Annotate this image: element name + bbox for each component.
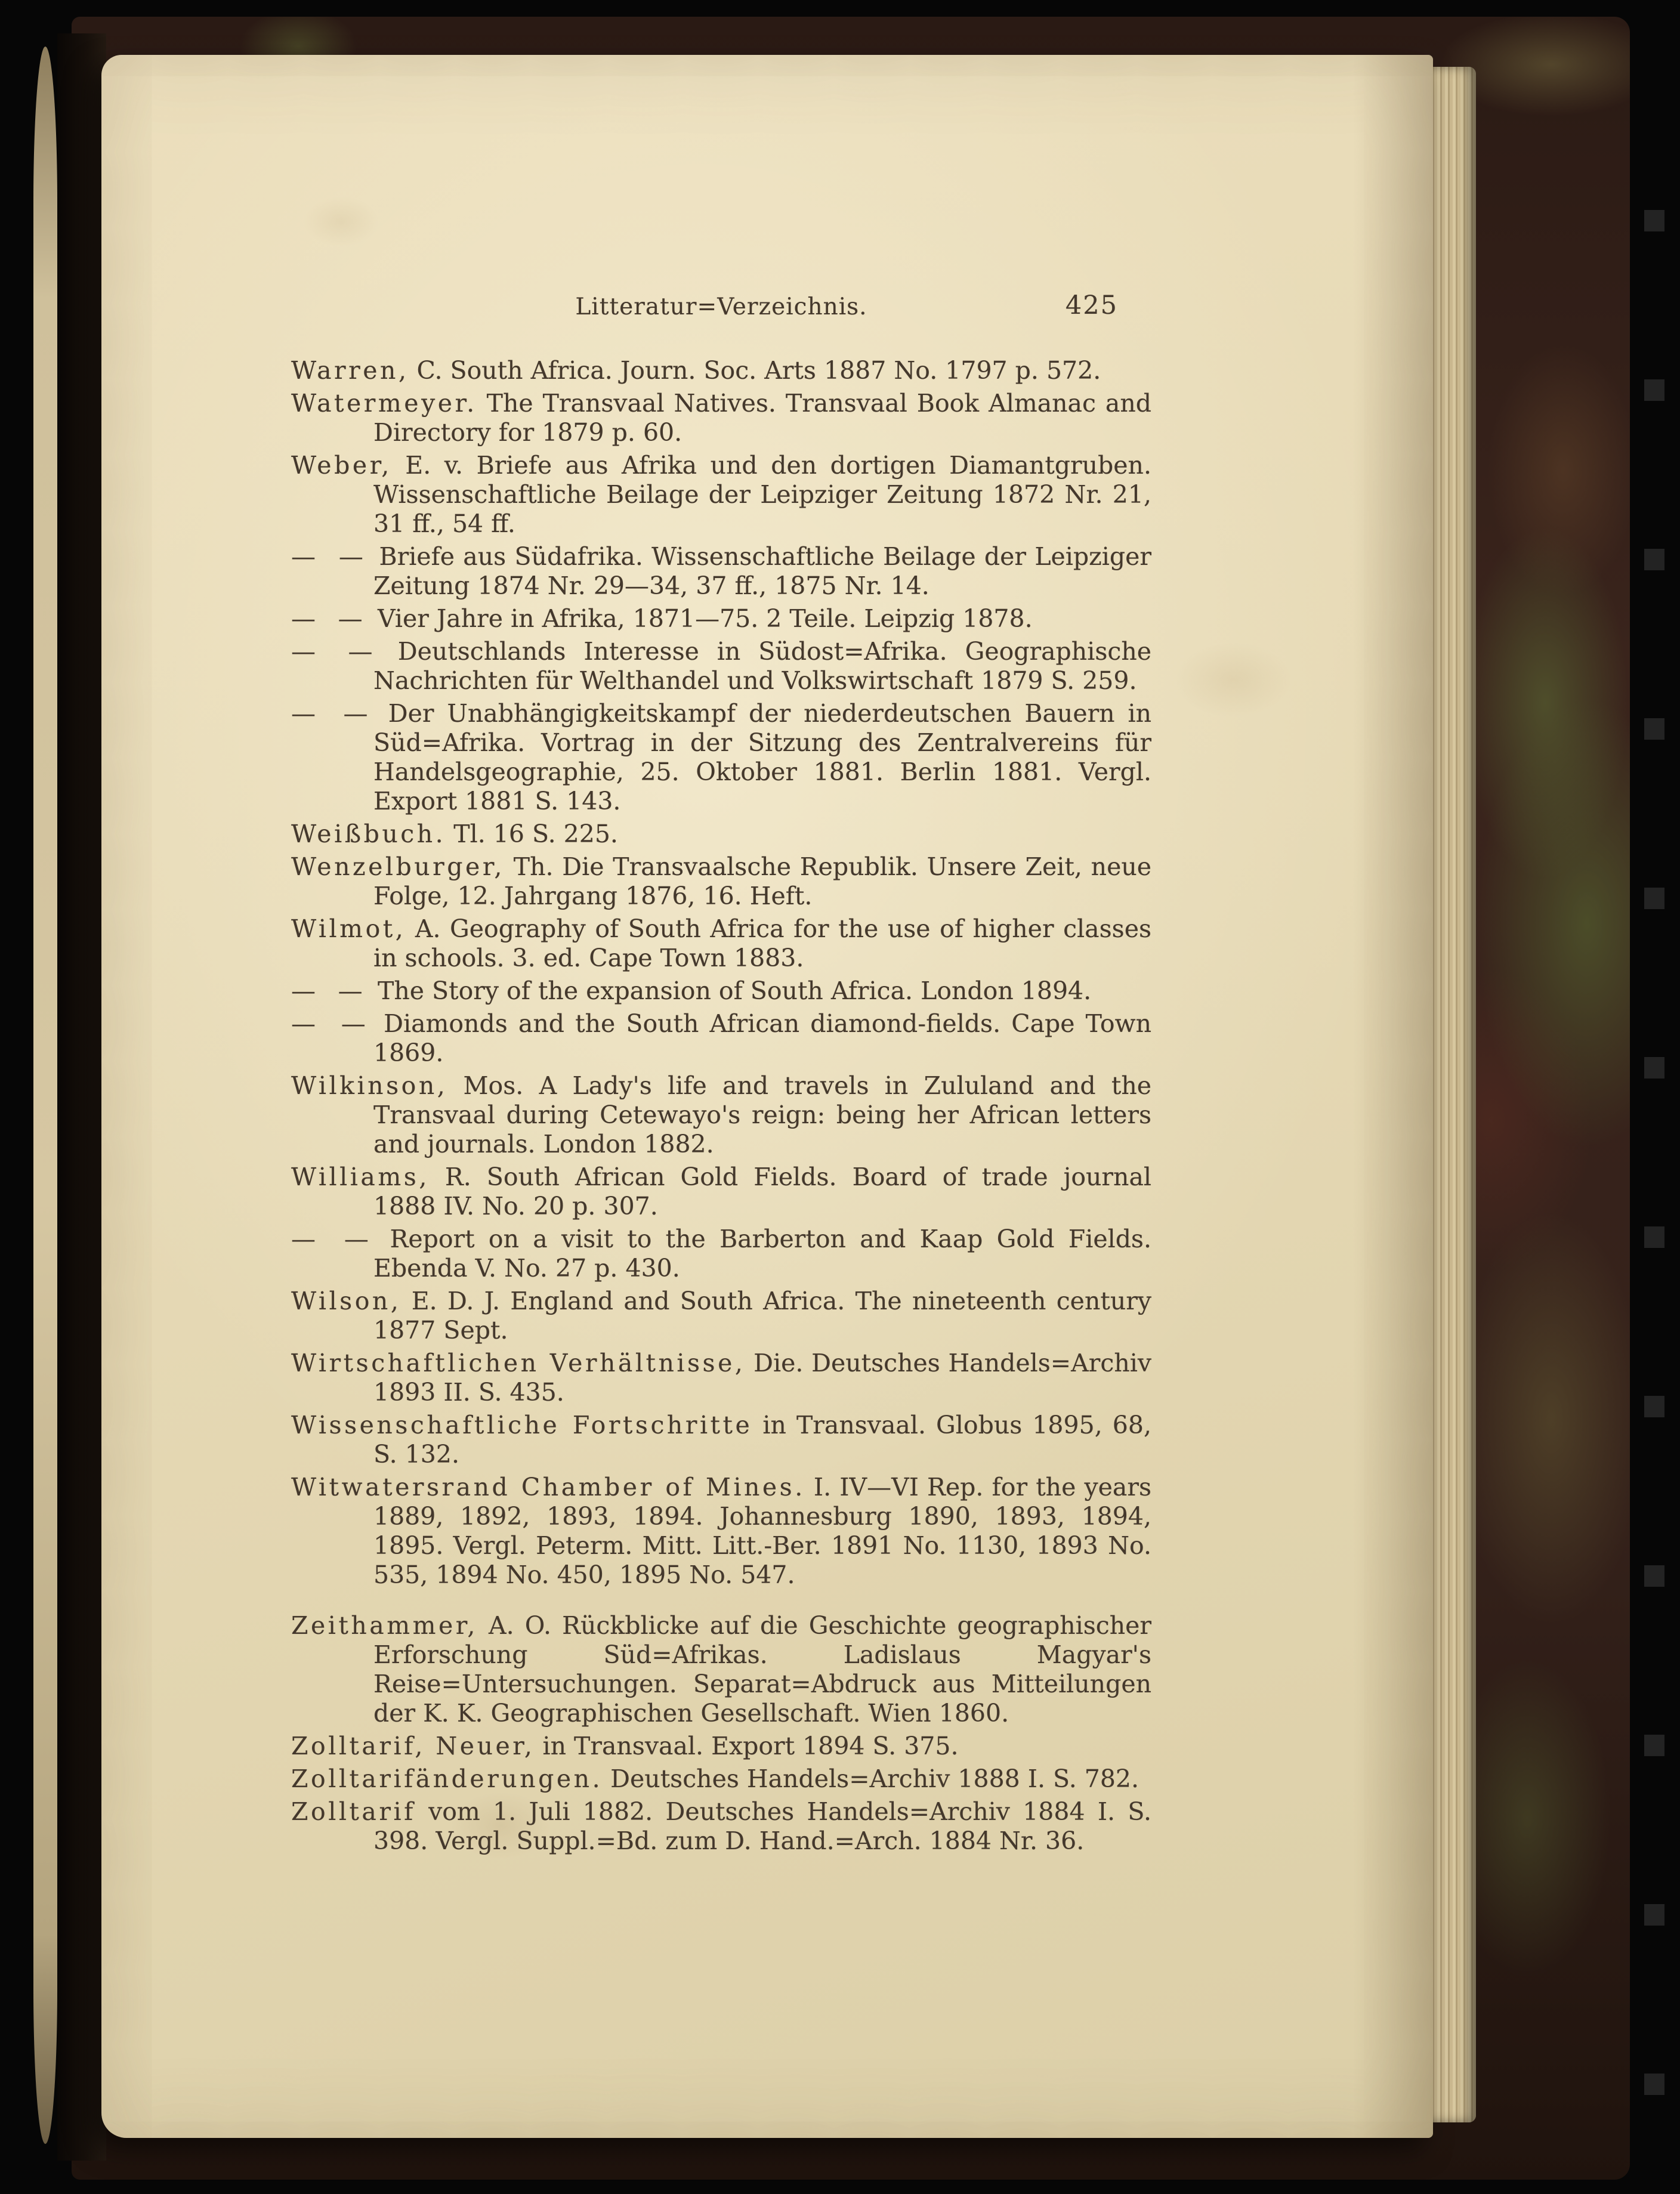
bibliography-list <box>291 356 1151 1856</box>
entry-author: Wilmot, <box>291 914 406 943</box>
bibliography-entry <box>291 356 1151 385</box>
entry-author: Wilson, <box>291 1287 402 1315</box>
stitch-marks <box>1644 62 1664 2138</box>
repeat-author-dashes: — — <box>291 977 370 1005</box>
bibliography-entry <box>291 637 1151 696</box>
entry-author: Weber, <box>291 451 392 480</box>
entry-text: Vier Jahre in Afrika, 1871—75. 2 Teile. Leipzig 1878. <box>369 604 1033 633</box>
entry-author: Wilkinson, <box>291 1071 448 1100</box>
repeat-author-dashes: — — <box>291 542 371 571</box>
bibliography-entry <box>291 914 1151 973</box>
entry-text: Diamonds and the South African diamond-fields. Cape Town 1869. <box>373 1009 1151 1067</box>
bibliography-entry <box>291 1611 1151 1728</box>
entry-text: The Story of the expansion of South Africa. London 1894. <box>369 977 1092 1005</box>
entry-author: Wissenschaftliche Fortschritte <box>291 1411 753 1439</box>
entry-text: E. v. Briefe aus Afrika und den dortigen Diamantgruben. Wissenschaftliche Beilage der Leipziger Zeitung 1872 Nr. 21, 31 ff., 54 ff. <box>373 451 1151 538</box>
entry-author: Zeithammer, <box>291 1611 478 1640</box>
entry-author: Warren, <box>291 356 409 385</box>
entry-text: Th. Die Transvaalsche Republik. Unsere Zeit, neue Folge, 12. Jahrgang 1876, 16. Heft. <box>373 852 1151 910</box>
entry-text: Deutsches Handels=Archiv 1888 I. S. 782. <box>603 1765 1139 1793</box>
entry-author: Zolltarifänderungen. <box>291 1765 603 1793</box>
bibliography-entry <box>291 1071 1151 1159</box>
text-block <box>291 292 1151 1859</box>
entry-author: Zolltarif, Neuer, <box>291 1732 535 1760</box>
entry-author: Witwatersrand Chamber of Mines. <box>291 1473 805 1501</box>
entry-text: A. O. Rückblicke auf die Geschichte geographischer Erforschung Süd=Afrikas. Ladislaus Magyar's Reise=Untersuchungen. Separat=Abdruck aus Mitteilungen der K. K. Geographischen Gesellschaft. Wien 1860. <box>373 1611 1151 1728</box>
entry-text: vom 1. Juli 1882. Deutsches Handels=Archiv 1884 I. S. 398. Vergl. Suppl.=Bd. zum D. Hand.=Arch. 1884 Nr. 36. <box>373 1797 1151 1855</box>
bibliography-entry <box>291 1732 1151 1761</box>
entry-text: in Transvaal. Globus 1895, 68, S. 132. <box>373 1411 1151 1469</box>
page-stack-fore-edge <box>1429 67 1476 2122</box>
repeat-author-dashes: — — <box>291 604 370 633</box>
entry-text: R. South African Gold Fields. Board of trade journal 1888 IV. No. 20 p. 307. <box>373 1163 1151 1220</box>
entry-text: A. Geography of South Africa for the use of higher classes in schools. 3. ed. Cape Town 1883. <box>373 914 1151 972</box>
bibliography-entry <box>291 1411 1151 1469</box>
entry-text: Briefe aus Südafrika. Wissenschaftliche Beilage der Leipziger Zeitung 1874 Nr. 29—34, 37 ff., 1875 Nr. 14. <box>370 542 1151 600</box>
page-gutter-shadow <box>57 33 106 2161</box>
page-number: 425 <box>1065 291 1118 320</box>
entry-text: Tl. 16 S. 225. <box>446 820 618 848</box>
entry-text: Mos. A Lady's life and travels in Zululand and the Transvaal during Cetewayo's reign: being her African letters and journals. London 1882. <box>373 1071 1151 1158</box>
bibliography-entry <box>291 389 1151 447</box>
entry-text: Report on a visit to the Barberton and Kaap Gold Fields. Ebenda V. No. 27 p. 430. <box>373 1225 1152 1283</box>
repeat-author-dashes: — — <box>291 637 380 666</box>
bibliography-entry <box>291 451 1151 539</box>
repeat-author-dashes: — — <box>291 1009 373 1038</box>
bibliography-entry <box>291 852 1151 911</box>
running-header <box>291 292 1151 322</box>
entry-text: Die. Deutsches Handels=Archiv 1893 II. S. 435. <box>373 1349 1151 1407</box>
entry-author: Zolltarif <box>291 1797 416 1826</box>
entry-author: Watermeyer. <box>291 389 477 418</box>
entry-text: E. D. J. England and South Africa. The nineteenth century 1877 Sept. <box>373 1287 1151 1345</box>
bibliography-entry <box>291 1349 1151 1407</box>
bibliography-entry <box>291 820 1151 849</box>
entry-text: I. IV—VI Rep. for the years 1889, 1892, 1893, 1894. Johannesburg 1890, 1893, 1894, 1895. Vergl. Peterm. Mitt. Litt.-Ber. 1891 No. 1130, 1893 No. 535, 1894 No. 450, 1895 No. 547. <box>373 1473 1151 1589</box>
entry-text: C. South Africa. Journ. Soc. Arts 1887 No. 1797 p. 572. <box>409 356 1101 385</box>
book-page <box>101 55 1433 2138</box>
entry-text: in Transvaal. Export 1894 S. 375. <box>535 1732 959 1760</box>
entry-text: The Transvaal Natives. Transvaal Book Almanac and Directory for 1879 p. 60. <box>373 389 1151 447</box>
running-title: Litteratur=Verzeichnis. <box>575 293 867 320</box>
entry-author: Wirtschaftlichen Verhältnisse, <box>291 1349 746 1377</box>
repeat-author-dashes: — — <box>291 1225 376 1253</box>
entry-author: Weißbuch. <box>291 820 446 848</box>
bibliography-entry <box>291 977 1151 1006</box>
bibliography-entry <box>291 1765 1151 1794</box>
entry-text: Der Unabhängigkeitskampf der niederdeutschen Bauern in Süd=Afrika. Vortrag in der Sitzung des Zentralvereins für Handelsgeographie, 25. Oktober 1881. Berlin 1881. Vergl. Export 1881 S. 143. <box>373 699 1152 815</box>
entry-author: Wenzelburger, <box>291 852 505 881</box>
facing-page-edge <box>33 47 57 2144</box>
entry-author: Williams, <box>291 1163 430 1191</box>
entry-text: Deutschlands Interesse in Südost=Afrika. Geographische Nachrichten für Welthandel und Volkswirtschaft 1879 S. 259. <box>373 637 1151 695</box>
bibliography-entry <box>291 1163 1151 1221</box>
bibliography-entry <box>291 1797 1151 1856</box>
bibliography-entry <box>291 1009 1151 1068</box>
bibliography-entry <box>291 1287 1151 1345</box>
bibliography-entry <box>291 699 1151 816</box>
bibliography-entry <box>291 542 1151 601</box>
repeat-author-dashes: — — <box>291 699 375 728</box>
bibliography-entry <box>291 1473 1151 1590</box>
bibliography-entry <box>291 1225 1151 1283</box>
bibliography-entry <box>291 604 1151 634</box>
